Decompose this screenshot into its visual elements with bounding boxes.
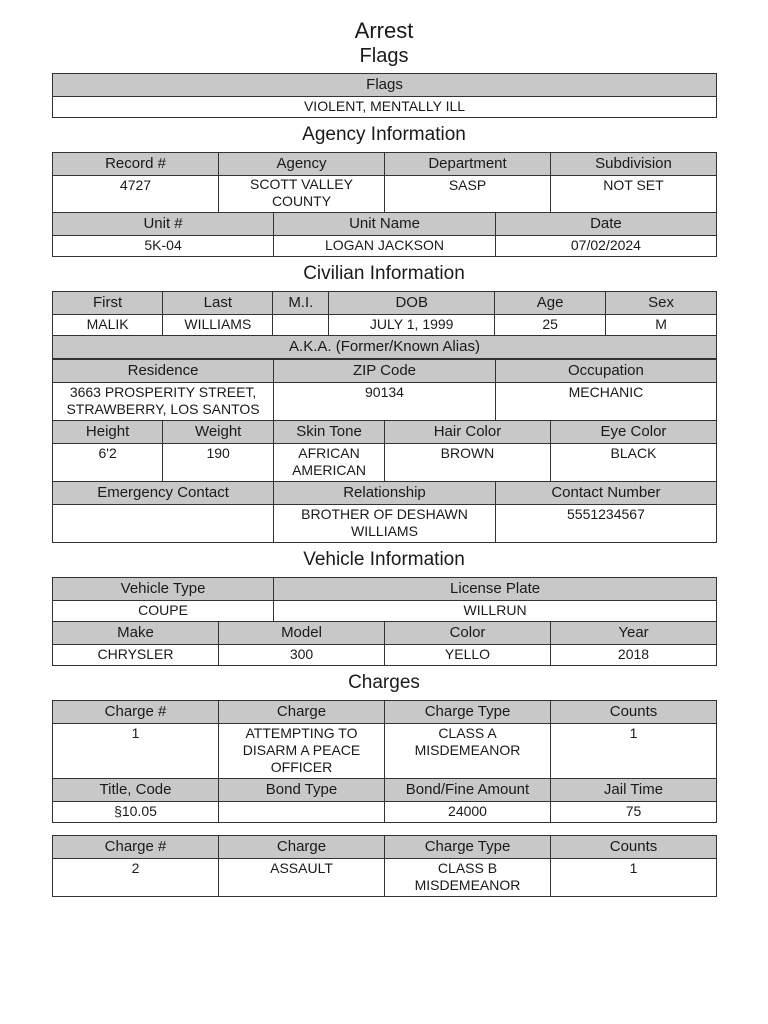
jail-time-value: 75	[551, 802, 717, 823]
last-name-header: Last	[163, 292, 273, 315]
charge-header: Charge	[219, 701, 385, 724]
age-value: 25	[495, 315, 606, 336]
charge-type-value: CLASS A MISDEMEANOR	[385, 724, 551, 779]
zip-code-value: 90134	[274, 383, 496, 421]
skin-tone-value: AFRICAN AMERICAN	[274, 444, 385, 482]
charge-type-header: Charge Type	[385, 701, 551, 724]
agency-header: Agency	[219, 153, 385, 176]
hair-color-value: BROWN	[384, 444, 550, 482]
unit-name-value: LOGAN JACKSON	[274, 236, 496, 257]
civilian-name-table	[52, 291, 717, 336]
unit-number-value: 5K-04	[53, 236, 274, 257]
middle-initial-header: M.I.	[273, 292, 329, 315]
residence-header: Residence	[53, 360, 274, 383]
agency-value: SCOTT VALLEY COUNTY	[219, 176, 385, 213]
contact-number-header: Contact Number	[495, 482, 716, 505]
contact-number-value: 5551234567	[495, 505, 716, 543]
dob-value: JULY 1, 1999	[329, 315, 495, 336]
height-header: Height	[53, 421, 163, 444]
weight-header: Weight	[163, 421, 274, 444]
year-header: Year	[551, 622, 717, 645]
counts-value: 1	[551, 724, 717, 779]
last-name-value: WILLIAMS	[163, 315, 273, 336]
sex-header: Sex	[606, 292, 717, 315]
make-header: Make	[53, 622, 219, 645]
subdivision-header: Subdivision	[551, 153, 717, 176]
height-value: 6'2	[53, 444, 163, 482]
counts-header: Counts	[551, 701, 717, 724]
skin-tone-header: Skin Tone	[274, 421, 385, 444]
record-number-value: 4727	[53, 176, 219, 213]
counts-header: Counts	[551, 836, 717, 859]
middle-initial-value	[273, 315, 329, 336]
license-plate-header: License Plate	[274, 578, 717, 601]
vehicle-type-value: COUPE	[53, 601, 274, 622]
bond-fine-amount-header: Bond/Fine Amount	[385, 779, 551, 802]
charge-number-value: 2	[53, 859, 219, 897]
color-header: Color	[385, 622, 551, 645]
bond-fine-amount-value: 24000	[385, 802, 551, 823]
department-value: SASP	[385, 176, 551, 213]
unit-table	[52, 213, 717, 257]
charges-section-title: Charges	[348, 672, 420, 693]
flags-value: VIOLENT, MENTALLY ILL	[53, 97, 717, 118]
unit-name-header: Unit Name	[274, 213, 496, 236]
model-value: 300	[219, 645, 385, 666]
vehicle-type-header: Vehicle Type	[53, 578, 274, 601]
model-header: Model	[219, 622, 385, 645]
charge-value: ASSAULT	[219, 859, 385, 897]
civilian-section-title: Civilian Information	[303, 263, 465, 284]
emergency-contact-table	[52, 482, 717, 543]
hair-color-header: Hair Color	[384, 421, 550, 444]
emergency-contact-value	[53, 505, 274, 543]
charge-type-header: Charge Type	[385, 836, 551, 859]
residence-table	[52, 360, 717, 421]
first-name-header: First	[53, 292, 163, 315]
page-subtitle: Flags	[359, 45, 409, 67]
bond-type-header: Bond Type	[219, 779, 385, 802]
vehicle-section-title: Vehicle Information	[303, 549, 465, 570]
date-header: Date	[495, 213, 716, 236]
zip-code-header: ZIP Code	[274, 360, 496, 383]
charge-type-value: CLASS B MISDEMEANOR	[385, 859, 551, 897]
relationship-header: Relationship	[274, 482, 496, 505]
charge-header: Charge	[219, 836, 385, 859]
title-code-value: §10.05	[53, 802, 219, 823]
department-header: Department	[385, 153, 551, 176]
eye-color-header: Eye Color	[550, 421, 716, 444]
agency-table	[52, 152, 717, 213]
weight-value: 190	[163, 444, 274, 482]
subdivision-value: NOT SET	[551, 176, 717, 213]
sex-value: M	[606, 315, 717, 336]
year-value: 2018	[551, 645, 717, 666]
bond-type-value	[219, 802, 385, 823]
physical-table	[52, 421, 717, 482]
charge-number-header: Charge #	[53, 701, 219, 724]
charge-1-table	[52, 700, 717, 823]
record-number-header: Record #	[53, 153, 219, 176]
page-title: Arrest	[354, 18, 414, 43]
title-code-header: Title, Code	[53, 779, 219, 802]
charge-value: ATTEMPTING TO DISARM A PEACE OFFICER	[219, 724, 385, 779]
dob-header: DOB	[329, 292, 495, 315]
jail-time-header: Jail Time	[551, 779, 717, 802]
charge-number-value: 1	[53, 724, 219, 779]
unit-number-header: Unit #	[53, 213, 274, 236]
vehicle-details-table	[52, 622, 717, 666]
charge-number-header: Charge #	[53, 836, 219, 859]
color-value: YELLO	[385, 645, 551, 666]
aka-table	[52, 336, 717, 360]
relationship-value: BROTHER OF DESHAWN WILLIAMS	[274, 505, 496, 543]
agency-section-title: Agency Information	[302, 124, 466, 145]
aka-header: A.K.A. (Former/Known Alias)	[53, 336, 717, 359]
occupation-header: Occupation	[495, 360, 716, 383]
date-value: 07/02/2024	[495, 236, 716, 257]
flags-header: Flags	[53, 74, 717, 97]
eye-color-value: BLACK	[550, 444, 716, 482]
vehicle-type-table	[52, 577, 717, 622]
emergency-contact-header: Emergency Contact	[53, 482, 274, 505]
charge-2-table	[52, 835, 717, 897]
make-value: CHRYSLER	[53, 645, 219, 666]
flags-table	[52, 73, 717, 118]
license-plate-value: WILLRUN	[274, 601, 717, 622]
occupation-value: MECHANIC	[495, 383, 716, 421]
first-name-value: MALIK	[53, 315, 163, 336]
counts-value: 1	[551, 859, 717, 897]
age-header: Age	[495, 292, 606, 315]
residence-value: 3663 PROSPERITY STREET, STRAWBERRY, LOS SANTOS	[53, 383, 274, 421]
